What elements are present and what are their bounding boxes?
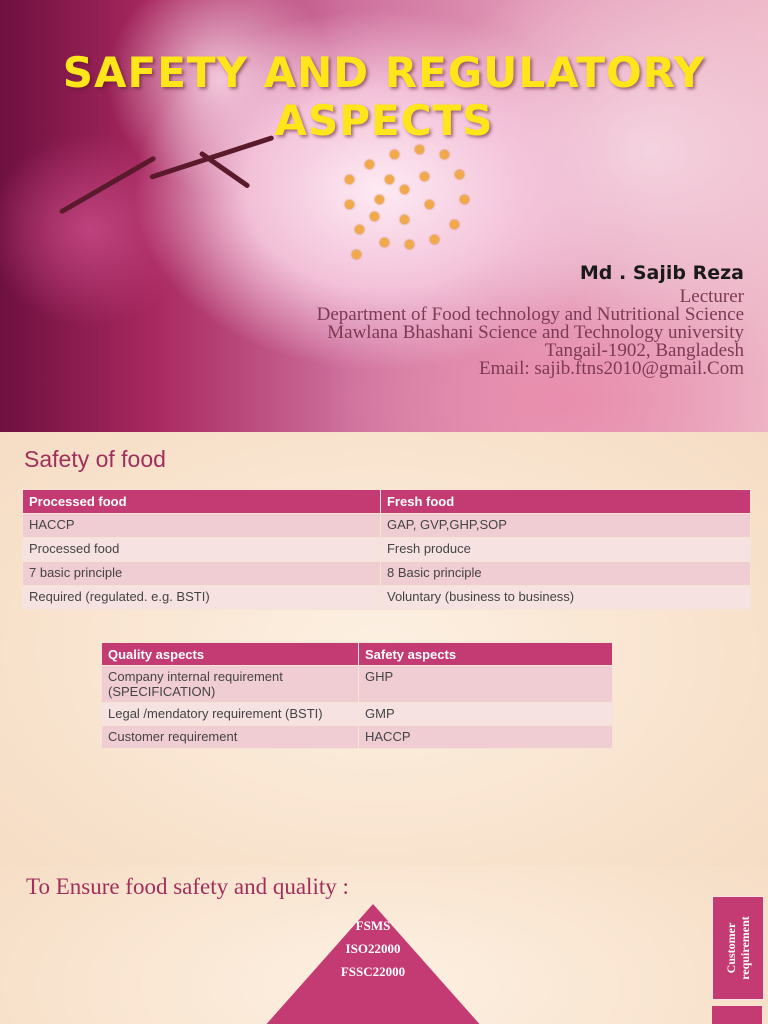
quality-vs-safety-table [101, 642, 613, 749]
author-address: Tangail-1902, Bangladesh [544, 340, 744, 361]
author-email: Email: sajib.ftns2010@gmail.Com [478, 358, 744, 379]
table-cell: 7 basic principle [23, 562, 381, 586]
table-cell: HACCP [23, 514, 381, 538]
table-cell: Voluntary (business to business) [380, 586, 750, 610]
customer-requirement-label: Customer requirement [724, 916, 752, 980]
processed-vs-fresh-table [22, 489, 751, 610]
author-university: Mawlana Bhashani Science and Technology university [327, 322, 744, 343]
table-row [102, 703, 613, 726]
title-slide [0, 0, 768, 432]
table-cell: Customer requirement [102, 726, 359, 749]
table-row [23, 514, 751, 538]
safety-of-food-slide [0, 432, 768, 866]
table-row [23, 538, 751, 562]
author-department: Department of Food technology and Nutritional Science [316, 304, 744, 325]
pyramid-label-iso22000: ISO22000 [345, 941, 401, 956]
pyramid-label-fsms: FSMS [355, 918, 391, 933]
slide-title-line-2: ASPECTS [274, 96, 494, 145]
pyramid-label-fssc22000: FSSC22000 [340, 964, 406, 979]
table-row [23, 562, 751, 586]
slide-heading: Safety of food [24, 446, 166, 472]
table-header-row [23, 490, 751, 514]
table-header-cell: Fresh food [380, 490, 750, 514]
table-header-cell: Processed food [23, 490, 381, 514]
table-cell: GMP [359, 703, 613, 726]
table-row [102, 726, 613, 749]
table-header-cell: Safety aspects [359, 643, 613, 666]
table-cell: Company internal requirement (SPECIFICATION) [102, 666, 359, 703]
author-block [317, 262, 744, 378]
table-cell: Legal /mendatory requirement (BSTI) [102, 703, 359, 726]
slide-heading: To Ensure food safety and quality : [26, 874, 349, 899]
table-row [102, 666, 613, 703]
table-cell: HACCP [359, 726, 613, 749]
table-header-cell: Quality aspects [102, 643, 359, 666]
author-position: Lecturer [679, 286, 744, 307]
table-cell: GAP, GVP,GHP,SOP [380, 514, 750, 538]
table-cell: Processed food [23, 538, 381, 562]
table-row [23, 586, 751, 610]
ensure-food-safety-slide [0, 866, 768, 1024]
table-cell: 8 Basic principle [380, 562, 750, 586]
author-name: Md . Sajib Reza [579, 262, 744, 284]
table-cell: Required (regulated. e.g. BSTI) [23, 586, 381, 610]
table-cell: Fresh produce [380, 538, 750, 562]
table-header-row [102, 643, 613, 666]
table-cell: GHP [359, 666, 613, 703]
slide-title-line-1: SAFETY AND REGULATORY [62, 48, 706, 97]
customer-requirement-box [712, 896, 764, 1000]
next-requirement-box [712, 1006, 762, 1024]
